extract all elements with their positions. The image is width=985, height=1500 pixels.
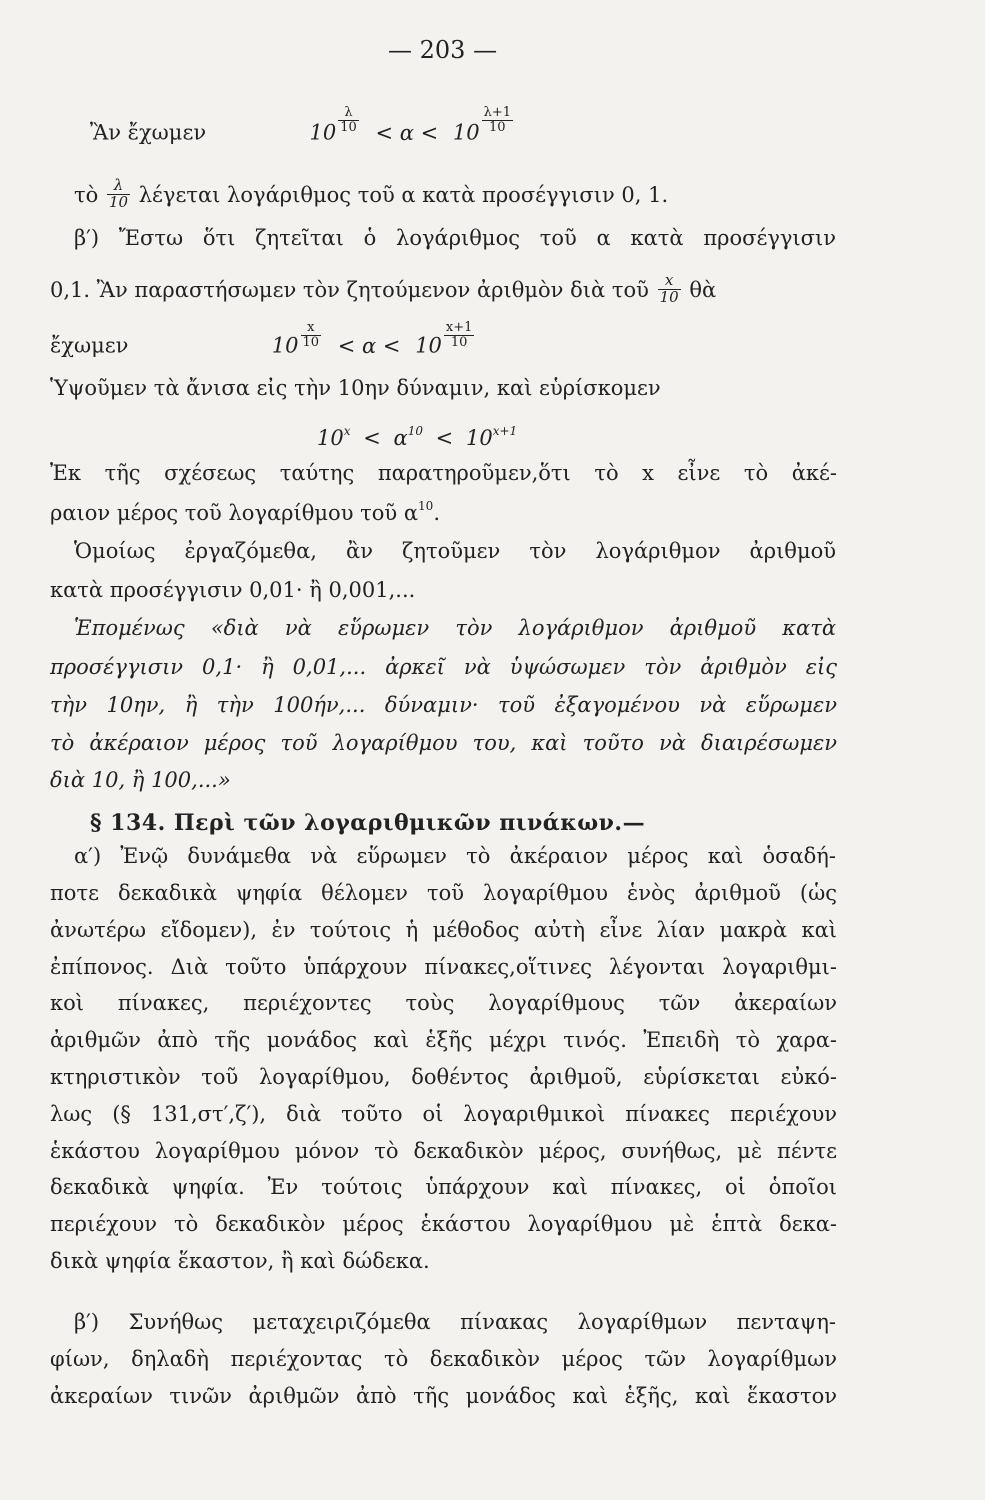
- fraction: $\frac{\lambda}{10}$: [108, 176, 129, 211]
- text-line: β′) Ἔστω ὅτι ζητεῖται ὁ λογάριθμος τοῦ α κατὰ προσέγγισιν: [74, 226, 836, 250]
- text-segment: λέγεται λογάριθμος τοῦ α κατὰ προσέγγισιν 0, 1.: [138, 182, 669, 207]
- relation: < α <: [337, 333, 401, 358]
- fraction: $\frac{x}{10}$: [659, 271, 679, 306]
- exponent: x+1: [492, 424, 518, 438]
- text-line: Ἑπομένως «διὰ νὰ εὕρωμεν τὸν λογάριθμον ἀριθμοῦ κατὰ: [74, 616, 836, 640]
- text-line: [74, 176, 669, 213]
- relation: <: [435, 426, 454, 450]
- text-segment: 0,1. Ἂν παραστήσωμεν τὸν ζητούμενον ἀριθμὸν διὰ τοῦ: [50, 277, 649, 302]
- section-heading: § 134. Περὶ τῶν λογαριθμικῶν πινάκων.—: [90, 810, 646, 836]
- text-line: λως (§ 131,στ′,ζ′), διὰ τοῦτο οἱ λογαριθμικοὶ πίνακες περιέχουν: [50, 1102, 837, 1126]
- relation: < α <: [375, 120, 439, 145]
- exponent: x: [343, 424, 351, 438]
- text-line: [50, 271, 717, 308]
- text-line: β′) Συνήθως μεταχειριζόμεθα πίνακας λογαρίθμων πενταψη-: [74, 1310, 836, 1334]
- text-line: κτηριστικὸν τοῦ λογαρίθμου, δοθέντος ἀριθμοῦ, εὑρίσκεται εὐκό-: [50, 1065, 837, 1089]
- base-10: 10: [452, 120, 480, 145]
- text-line: περιέχουν τὸ δεκαδικὸν μέρος ἑκάστου λογαρίθμου μὲ ἑπτὰ δεκα-: [50, 1212, 837, 1236]
- text-line: ἀκεραίων τινῶν ἀριθμῶν ἀπὸ τῆς μονάδος καὶ ἑξῆς, καὶ ἕκαστον: [50, 1384, 837, 1408]
- exponent-fraction: $\frac{x}{10}$: [302, 320, 320, 350]
- text-line: τὴν 10ην, ἢ τὴν 100ήν,... δύναμιν· τοῦ ἐξαγομένου νὰ εὕρωμεν: [50, 693, 837, 717]
- text-line: κατὰ προσέγγισιν 0,01· ἢ 0,001,...: [50, 578, 416, 602]
- text-segment: θὰ: [689, 277, 717, 302]
- base-10: 10: [465, 426, 493, 450]
- text-line: δεκαδικὰ ψηφία. Ἐν τούτοις ὑπάρχουν καὶ πίνακες, οἱ ὁποῖοι: [50, 1175, 837, 1199]
- math-line-inequality-2: [50, 320, 476, 361]
- text-line: ἀριθμῶν ἀπὸ τῆς μονάδος καὶ ἑξῆς μέχρι τινός. Ἐπειδὴ τὸ χαρα-: [50, 1028, 837, 1052]
- text-line: τὸ ἀκέραιον μέρος τοῦ λογαρίθμου του, καὶ τοῦτο νὰ διαιρέσωμεν: [50, 731, 837, 755]
- math-line-inequality-1: [90, 105, 515, 148]
- text-line: Ὁμοίως ἐργαζόμεθα, ἂν ζητοῦμεν τὸν λογάριθμον ἀριθμοῦ: [74, 539, 836, 563]
- base-10: 10: [271, 333, 299, 358]
- text-line: δικὰ ψηφία ἕκαστον, ἢ καὶ δώδεκα.: [50, 1249, 430, 1273]
- exponent: 10: [418, 499, 434, 513]
- text-line: Ἐκ τῆς σχέσεως ταύτης παρατηροῦμεν,ὅτι τὸ x εἶνε τὸ ἀκέ-: [50, 461, 837, 485]
- base-10: 10: [415, 333, 442, 358]
- text-segment: .: [433, 501, 440, 525]
- variable-a: α: [393, 426, 408, 450]
- exponent: 10: [407, 424, 423, 438]
- exponent-fraction: $\frac{\lambda+1}{10}$: [483, 105, 512, 135]
- text-line: ἐπίπονος. Διὰ τοῦτο ὑπάρχουν πίνακες,οἵτινες λέγονται λογαριθμι-: [50, 955, 837, 979]
- base-10: 10: [317, 426, 344, 450]
- relation: <: [363, 426, 381, 450]
- text-segment: ραιον μέρος τοῦ λογαρίθμου τοῦ α: [50, 501, 419, 525]
- text-line: φίων, δηλαδὴ περιέχοντας τὸ δεκαδικὸν μέρος τῶν λογαρίθμων: [50, 1347, 837, 1371]
- exponent-fraction: $\frac{\lambda}{10}$: [340, 105, 357, 135]
- exponent-fraction: $\frac{x+1}{10}$: [445, 320, 473, 350]
- math-line-inequality-3: [317, 424, 518, 450]
- text-line: [50, 499, 440, 525]
- text-line: ἀνωτέρω εἴδομεν), ἐν τούτοις ἡ μέθοδος αὐτὴ εἶνε λίαν μακρὰ καὶ: [50, 918, 837, 942]
- text-line: κοὶ πίνακες, περιέχοντες τοὺς λογαρίθμους τῶν ἀκεραίων: [50, 991, 837, 1015]
- text-line: α′) Ἐνῷ δυνάμεθα νὰ εὕρωμεν τὸ ἀκέραιον μέρος καὶ ὁσαδή-: [74, 844, 836, 868]
- text-an-exomen: Ἂν ἔχωμεν: [90, 120, 207, 145]
- text-line: Ὑψοῦμεν τὰ ἄνισα εἰς τὴν 10ην δύναμιν, καὶ εὑρίσκομεν: [50, 376, 661, 400]
- base-10: 10: [309, 120, 337, 145]
- text-line: ποτε δεκαδικὰ ψηφία θέλομεν τοῦ λογαρίθμου ἑνὸς ἀριθμοῦ (ὡς: [50, 881, 837, 905]
- text-line: ἑκάστου λογαρίθμου μόνον τὸ δεκαδικὸν μέρος, συνήθως, μὲ πέντε: [50, 1139, 837, 1163]
- text-segment: τὸ: [74, 182, 99, 207]
- text-segment: ἔχωμεν: [50, 333, 129, 358]
- text-line: προσέγγισιν 0,1· ἢ 0,01,... ἀρκεῖ νὰ ὑψώσωμεν τὸν ἀριθμὸν εἰς: [50, 655, 837, 679]
- page-number: — 203 —: [388, 36, 498, 64]
- text-line: διὰ 10, ἢ 100,...»: [50, 768, 231, 792]
